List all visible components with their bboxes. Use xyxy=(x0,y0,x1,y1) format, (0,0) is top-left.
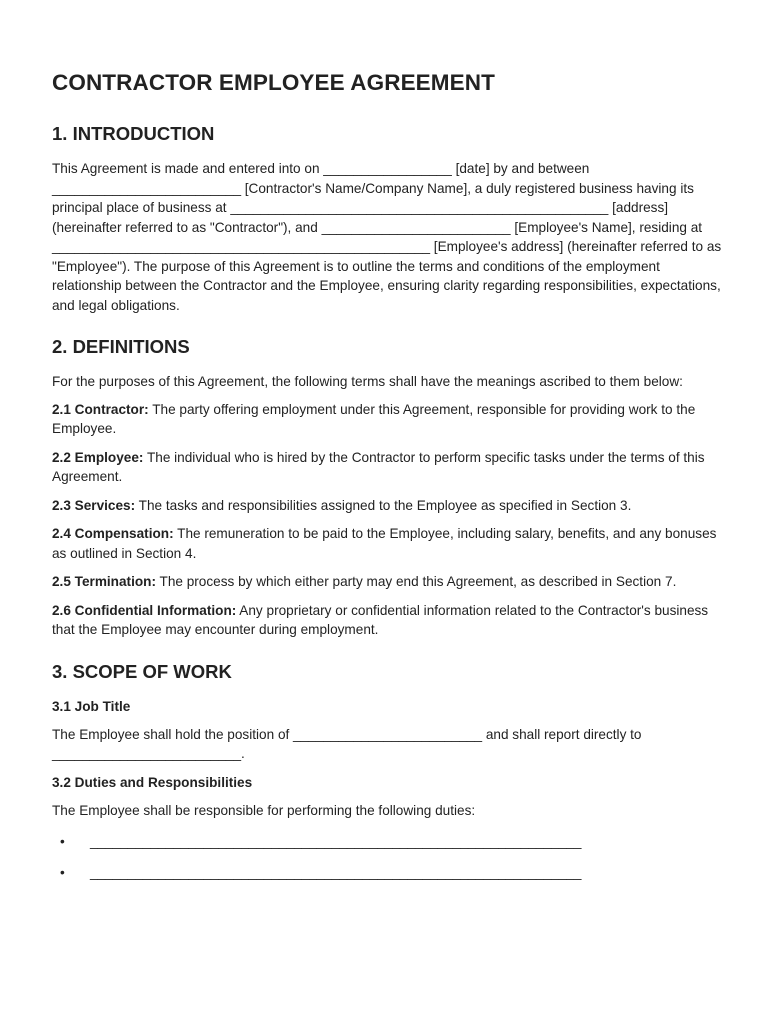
introduction-paragraph: This Agreement is made and entered into on _________________ [date] by and between _________________________ [Contractor's Name/Company Name], a duly registered business having its principal place of business at __________________________________________________ [address] (hereinafter referred to as "Contractor"), and _________________________ [Employee's Name], residing at __________________________________________________ [Employee's address] (hereinafter referred to as "Employee"). The purpose of this Agreement is to outline the terms and conditions of the employment relationship between the Contractor and the Employee, ensuring clarity regarding responsibilities, expectations, and legal obligations. xyxy=(52,161,722,313)
duty-blank: _________________________________________________________________ xyxy=(90,864,582,880)
definition-term: 2.4 Compensation: xyxy=(52,526,174,541)
definition-text: The process by which either party may end this Agreement, as described in Section 7. xyxy=(155,574,677,589)
definition-text: Any proprietary or confidential information related to the Contractor's business that the Employee may encounter during employment. xyxy=(52,602,709,637)
definition-text: The remuneration to be paid to the Employee, including salary, benefits, and any bonuses as outlined in Section 4. xyxy=(52,526,717,561)
definition-term: 2.5 Termination: xyxy=(52,574,156,589)
definition-employee xyxy=(52,448,722,487)
section-definitions xyxy=(52,336,722,640)
definition-term: 2.6 Confidential Information: xyxy=(52,602,237,618)
subsection-heading-duties: 3.2 Duties and Responsibilities xyxy=(52,774,253,790)
definitions-lead: For the purposes of this Agreement, the following terms shall have the meanings ascribed to them below: xyxy=(52,374,683,389)
definition-text: The individual who is hired by the Contractor to perform specific tasks under the terms of this Agreement. xyxy=(52,449,705,484)
section-introduction xyxy=(52,123,722,315)
section-spacer xyxy=(52,649,722,661)
definition-confidential-information xyxy=(52,601,722,640)
definition-text: The tasks and responsibilities assigned to the Employee as specified in Section 3. xyxy=(135,497,632,513)
duty-blank: _________________________________________________________________ xyxy=(90,834,582,849)
definition-contractor xyxy=(52,400,722,439)
definition-term: 2.3 Services: xyxy=(52,497,136,513)
duties-list xyxy=(52,832,722,882)
definition-term: 2.2 Employee: xyxy=(52,449,144,465)
definition-text: The party offering employment under this Agreement, responsible for providing work to the Employee. xyxy=(52,401,696,436)
document-title: CONTRACTOR EMPLOYEE AGREEMENT xyxy=(52,70,495,95)
definition-compensation xyxy=(52,524,722,563)
section-heading-introduction: 1. INTRODUCTION xyxy=(52,123,215,144)
job-title-paragraph: The Employee shall hold the position of _________________________ and shall report directly to _________________________. xyxy=(52,726,642,761)
subsection-heading-job-title: 3.1 Job Title xyxy=(52,698,131,714)
definition-services xyxy=(52,496,722,516)
bullet-icon: • xyxy=(60,864,65,880)
list-item xyxy=(52,832,722,852)
section-heading-scope-of-work: 3. SCOPE OF WORK xyxy=(52,660,232,682)
duties-lead: The Employee shall be responsible for performing the following duties: xyxy=(52,802,476,818)
section-scope-of-work xyxy=(52,661,722,883)
list-item xyxy=(52,863,722,883)
bullet-icon: • xyxy=(60,834,65,849)
definition-termination xyxy=(52,572,722,592)
document-page xyxy=(52,70,722,893)
definition-term: 2.1 Contractor: xyxy=(52,401,149,417)
section-heading-definitions: 2. DEFINITIONS xyxy=(52,336,190,357)
